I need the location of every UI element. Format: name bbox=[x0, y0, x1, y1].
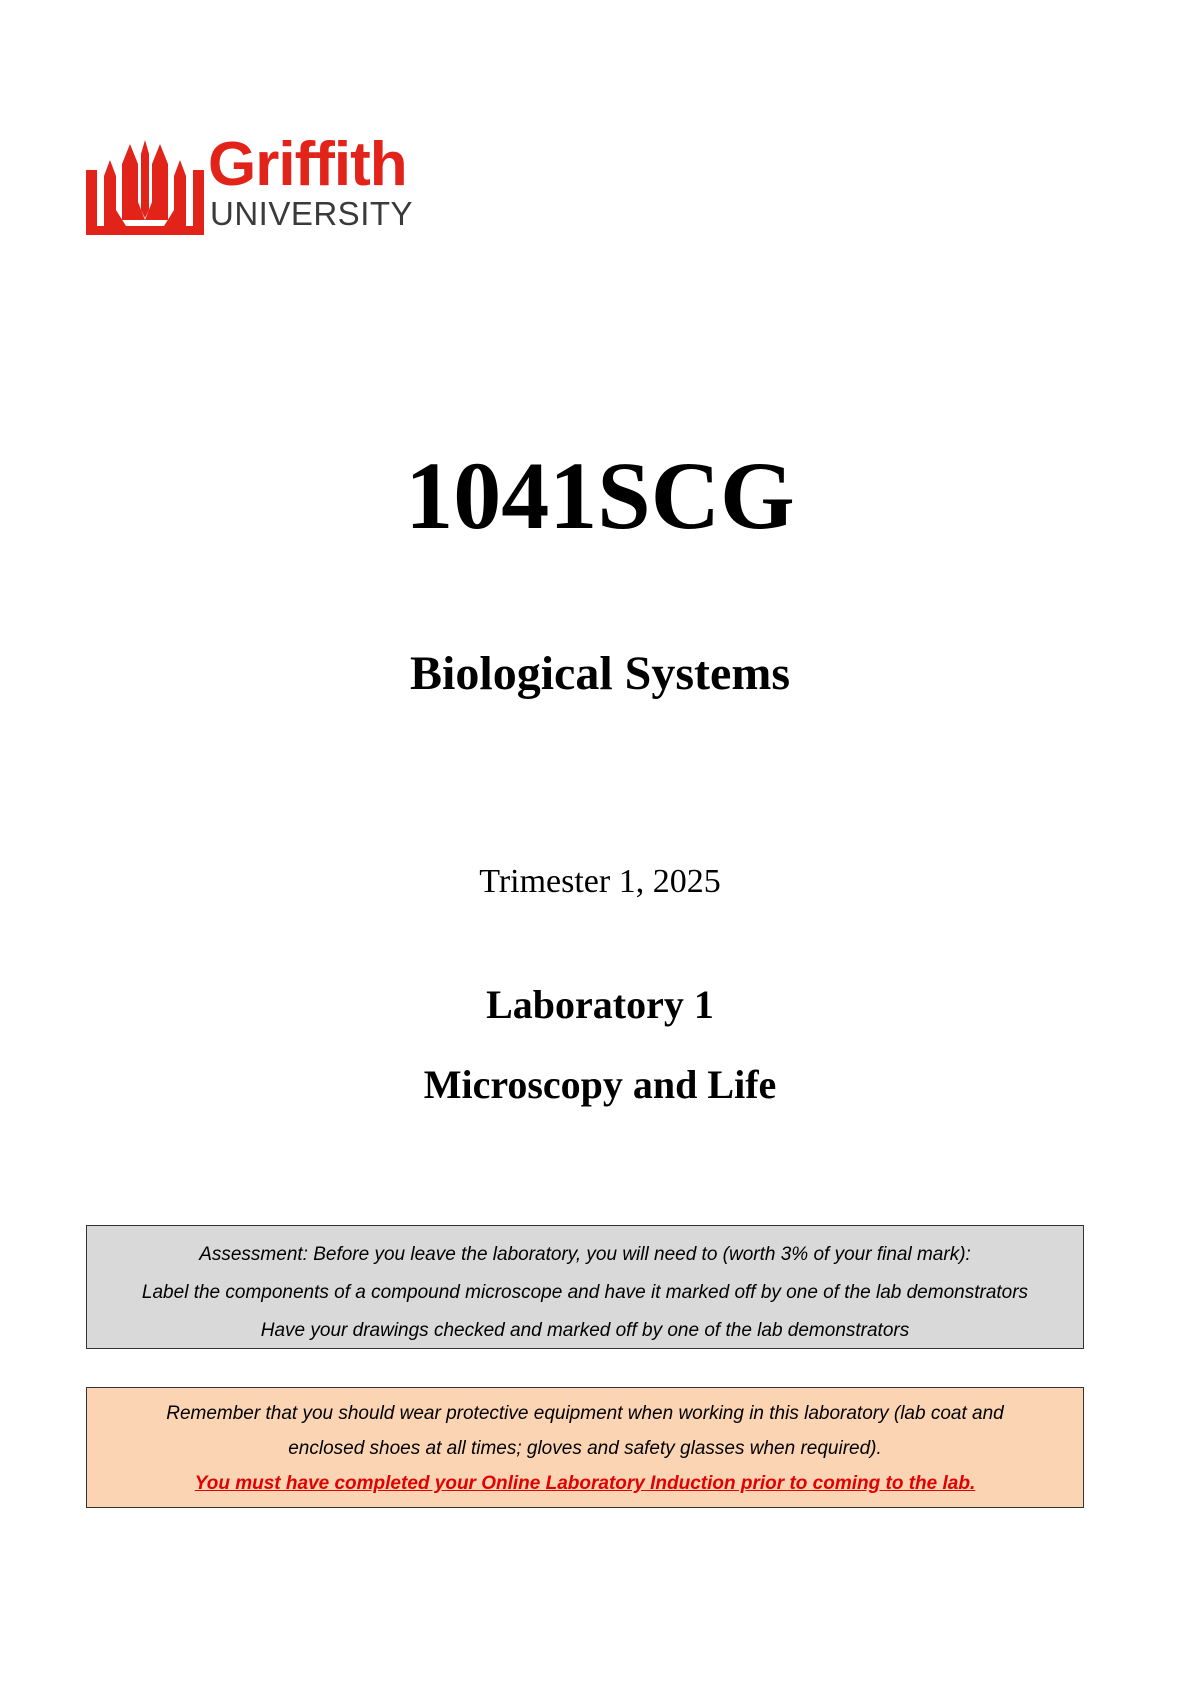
assessment-line: Have your drawings checked and marked off by one of the lab demonstrators bbox=[260, 1320, 910, 1341]
trimester-label: Trimester 1, 2025 bbox=[479, 863, 721, 900]
logo-wordmark: Griffith bbox=[208, 130, 407, 199]
course-name: Biological Systems bbox=[410, 647, 790, 700]
safety-line: Remember that you should wear protective equipment when working in this laboratory (lab coat and bbox=[166, 1403, 1004, 1424]
safety-line: enclosed shoes at all times; gloves and safety glasses when required). bbox=[288, 1438, 882, 1459]
safety-notice-box bbox=[86, 1387, 1084, 1508]
assessment-line: Label the components of a compound microscope and have it marked off by one of the lab demonstrators bbox=[141, 1282, 1029, 1303]
lab-number: Laboratory 1 bbox=[486, 982, 714, 1027]
griffith-logo-mark-icon bbox=[86, 140, 204, 235]
assessment-line: Assessment: Before you leave the laboratory, you will need to (worth 3% of your final mark): bbox=[199, 1244, 971, 1265]
assessment-box bbox=[86, 1225, 1084, 1349]
griffith-university-logo bbox=[86, 130, 456, 240]
course-code: 1041SCG bbox=[405, 442, 795, 549]
induction-warning: You must have completed your Online Laboratory Induction prior to coming to the lab. bbox=[194, 1473, 976, 1494]
logo-subtitle: UNIVERSITY bbox=[210, 195, 414, 232]
lab-title: Microscopy and Life bbox=[423, 1062, 777, 1107]
